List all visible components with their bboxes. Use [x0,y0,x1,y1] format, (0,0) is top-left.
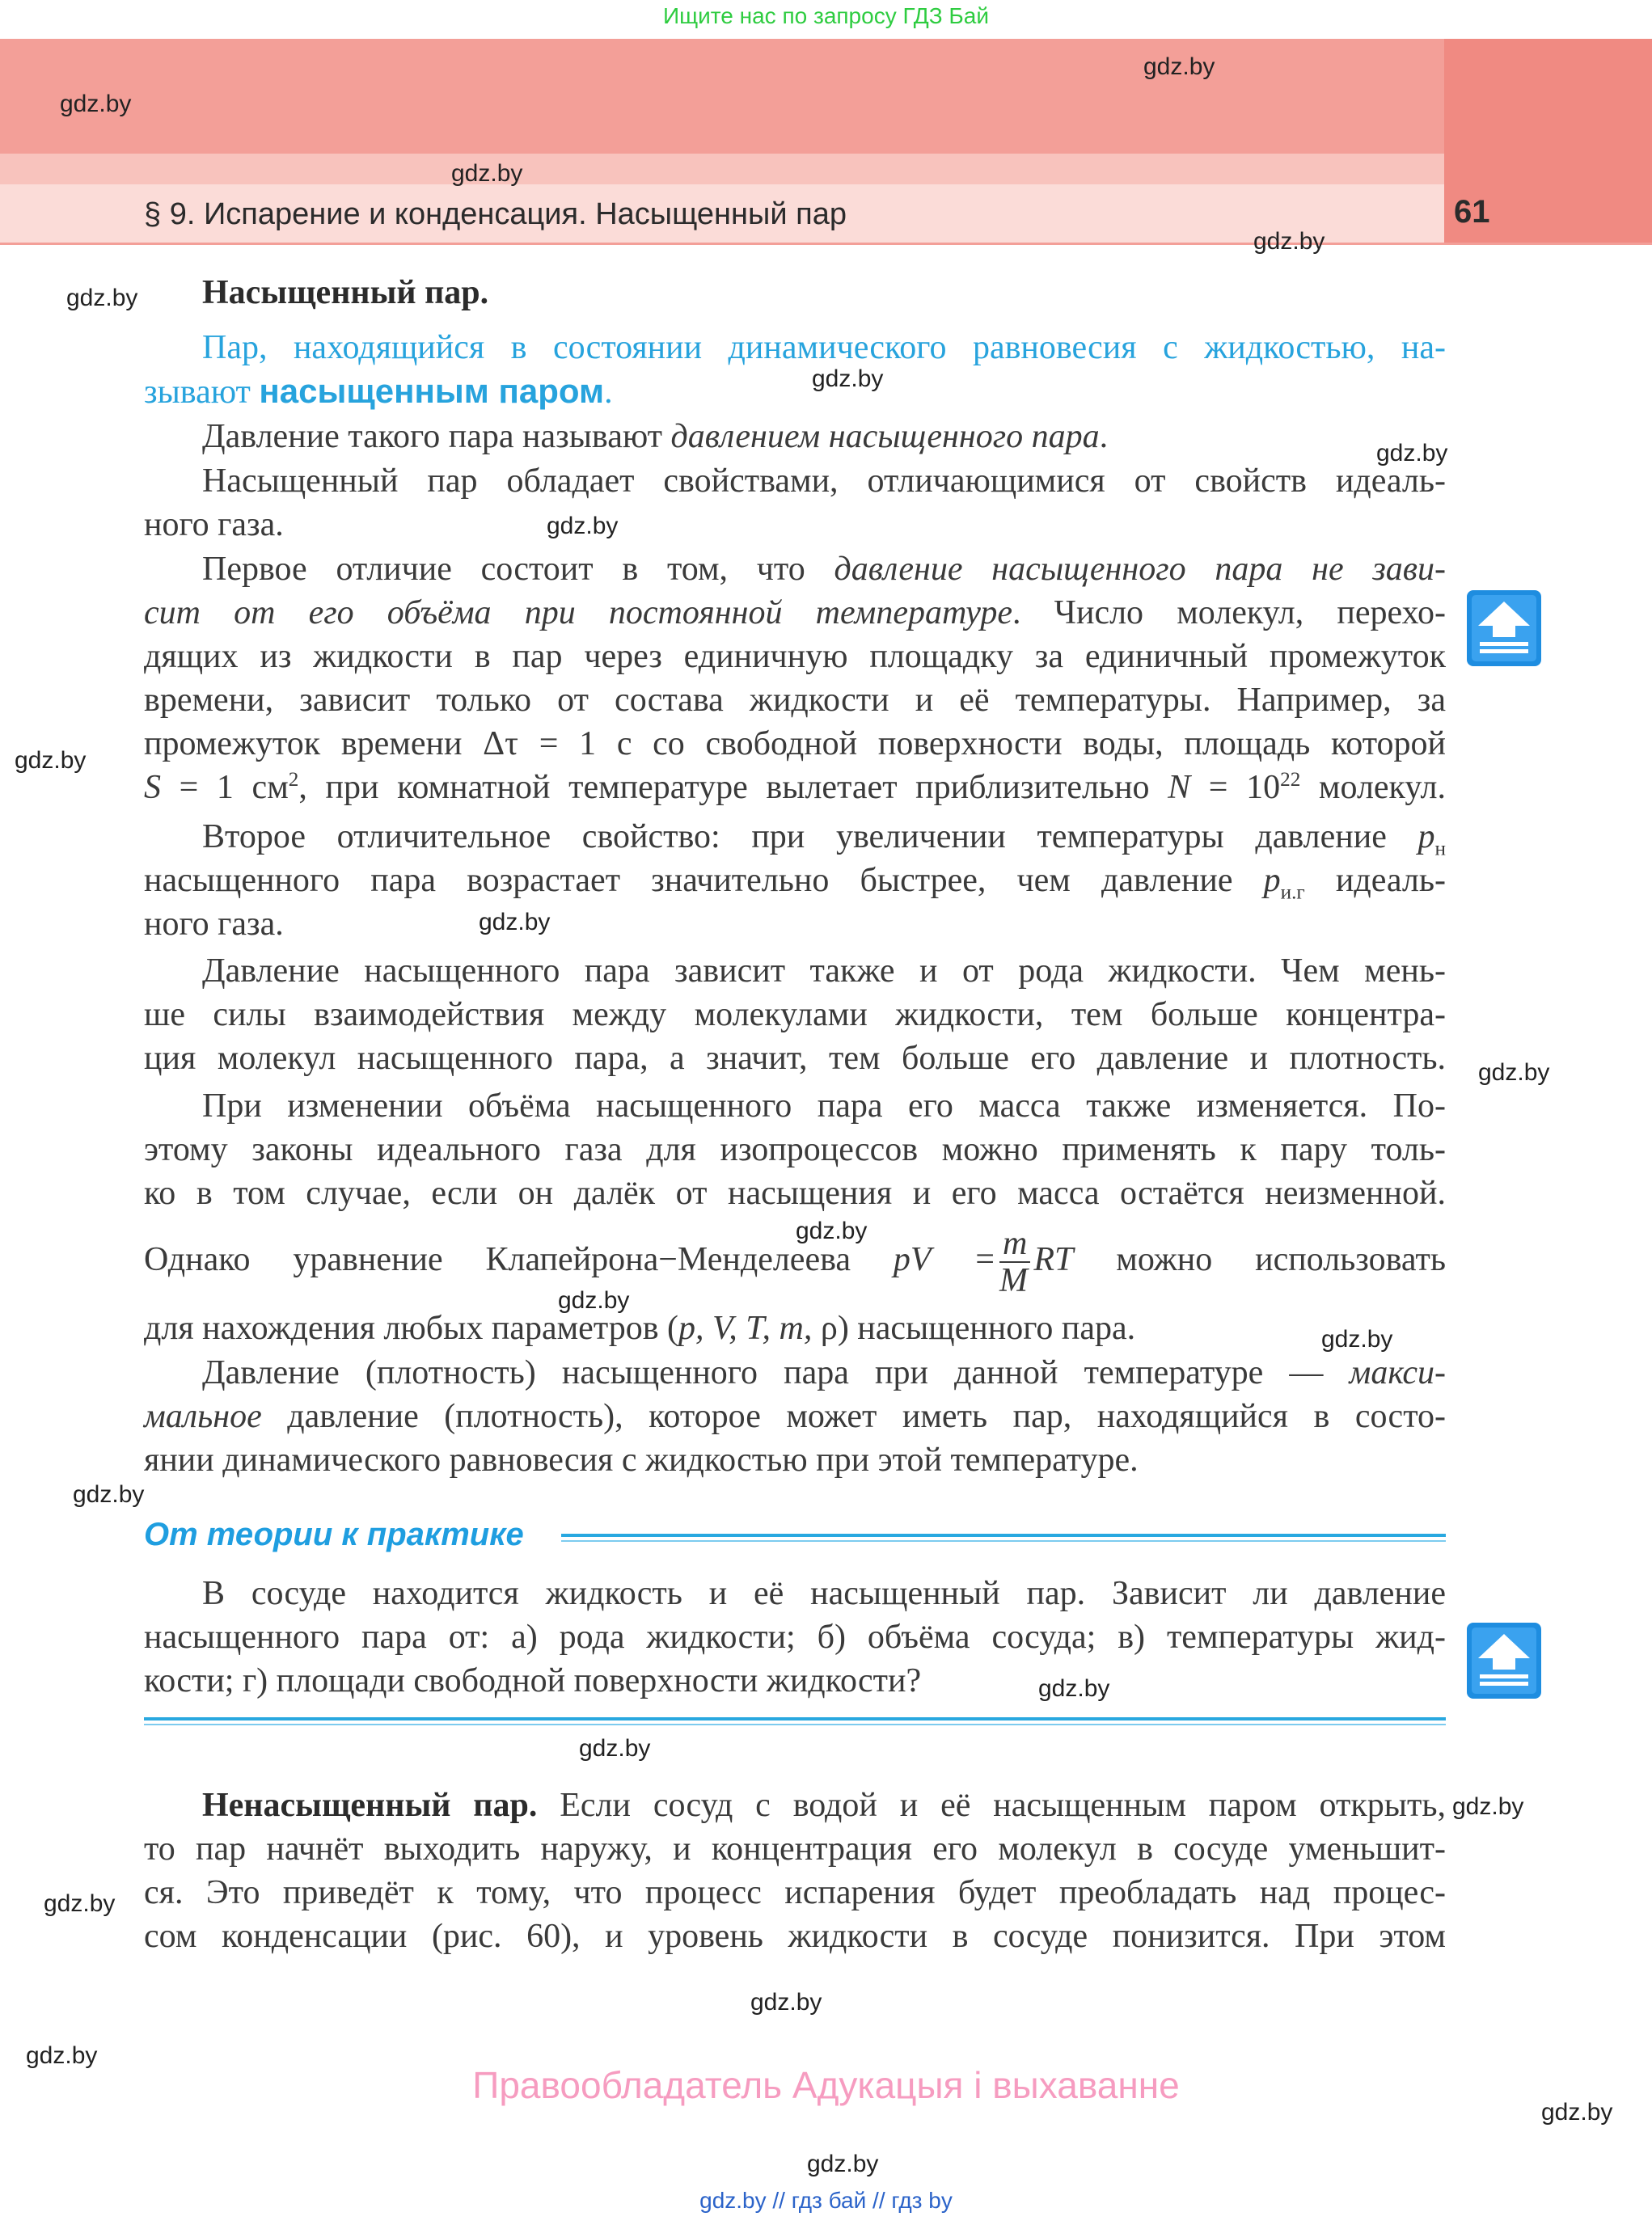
watermark: gdz.by [26,2042,98,2069]
paragraph-line: насыщенного пара возрастает значительно быстрее, чем давление $p_{и.г}$ идеаль- [144,862,1446,904]
paragraph-line: При изменении объёма насыщенного пара его масса также изменяется. По- [202,1087,1446,1125]
paragraph-line: Насыщенный пар обладает свойствами, отличающимися от свойств идеаль- [202,462,1446,500]
paragraph-line: сом конденсации (рис. 60), и уровень жидкости в сосуде понизится. При этом [144,1918,1446,1955]
header-divider [0,243,1652,245]
section-title: § 9. Испарение и конденсация. Насыщенный пар [144,197,847,231]
watermark: gdz.by [1541,2099,1613,2126]
paragraph-line: дящих из жидкости в пар через единичную площадку за единичный промежуток [144,638,1446,675]
watermark: gdz.by [796,1218,868,1244]
arrow-up-icon[interactable] [1465,1621,1543,1700]
paragraph-line: ся. Это приведёт к тому, что процесс испарения будет преобладать над процес- [144,1874,1446,1911]
practice-rule [144,1717,1446,1720]
page-number: 61 [1454,194,1490,230]
paragraph-line: Давление насыщенного пара зависит также и от рода жидкости. Чем мень- [202,952,1446,990]
paragraph-line: ция молекул насыщенного пара, а значит, тем больше его давление и плотность. [144,1040,1446,1077]
paragraph-line-formula: Однако уравнение Клапейрона−Менделеева pV = $\frac{m}{M}$ RT можно использовать [144,1225,1446,1300]
header-band [0,39,1444,154]
copyright-notice: Правообладатель Адукацыя і выхаванне [472,2064,1180,2106]
practice-rule [561,1540,1446,1542]
watermark: gdz.by [812,365,884,392]
formula-fraction: $\frac{m}{M}$ [999,1226,1030,1298]
watermark: gdz.by [807,2151,879,2177]
paragraph-line: мальное давление (плотность), которое может иметь пар, находящийся в состо- [144,1398,1446,1435]
paragraph-line: ше силы взаимодействия между молекулами жидкости, тем больше концентра- [144,996,1446,1033]
watermark: gdz.by [15,747,87,774]
paragraph-line: промежуток времени Δτ = 1 с со свободной поверхности воды, площадь которой [144,725,1446,762]
watermark: gdz.by [750,1989,822,2016]
formula: pV = [893,1241,997,1278]
paragraph-line: ного газа. [144,506,284,543]
watermark: gdz.by [73,1481,145,1508]
arrow-up-icon[interactable] [1465,589,1543,668]
header-band-middle [0,154,1444,184]
heading-saturated-vapour: Насыщенный пар. [202,274,489,311]
paragraph-line: Первое отличие состоит в том, что давление насыщенного пара не зави- [202,551,1446,588]
paragraph-line: Ненасыщенный пар. Если сосуд с водой и её насыщенным паром открыть, [202,1787,1446,1824]
watermark: gdz.by [1253,228,1325,255]
definition-line: Пар, находящийся в состоянии динамического равновесия с жидкостью, на- [202,329,1446,366]
watermark: gdz.by [1143,53,1215,80]
paragraph-line: Давление (плотность) насыщенного пара при данной температуре — макси- [202,1354,1446,1391]
watermark: gdz.by [1321,1326,1393,1353]
watermark: gdz.by [547,513,619,539]
watermark: gdz.by [579,1735,651,1762]
paragraph-line: S = 1 $см^2$, при комнатной температуре вылетает приблизительно $N = 10^{22}$ молекул. [144,769,1446,806]
watermark: gdz.by [558,1287,630,1314]
watermark: gdz.by [44,1890,116,1917]
practice-rule [144,1724,1446,1725]
question-line: В сосуде находится жидкость и её насыщенный пар. Зависит ли давление [202,1575,1446,1612]
paragraph-line: ко в том случае, если он далёк от насыщения и его масса остаётся неизменной. [144,1175,1446,1212]
watermark: gdz.by [66,285,138,311]
paragraph-line: Второе отличительное свойство: при увеличении температуры давление $p_н$ [202,818,1446,860]
watermark: gdz.by [1478,1059,1550,1086]
watermark: gdz.by [451,160,523,187]
practice-rule [561,1534,1446,1537]
watermark: gdz.by [1038,1675,1110,1702]
question-line: кости; г) площади свободной поверхности жидкости? [144,1662,922,1699]
definition-line: зывают насыщенным паром. [144,372,613,411]
question-line: насыщенного пара от: а) рода жидкости; б) объёма сосуда; в) температуры жид- [144,1619,1446,1656]
paragraph-line: этому законы идеального газа для изопроцессов можно применять к пару толь- [144,1131,1446,1168]
watermark: gdz.by [1452,1793,1524,1820]
paragraph-line: для нахождения любых параметров (p, V, T, m, ρ) насыщенного пара. [144,1310,1136,1347]
watermark: gdz.by [1376,440,1448,467]
paragraph-line: янии динамического равновесия с жидкостью при этой температуре. [144,1442,1139,1479]
paragraph-line: то пар начнёт выходить наружу, и концентрация его молекул в сосуде уменьшит- [144,1830,1446,1868]
term-saturated-vapour: насыщенным паром [259,372,605,410]
paragraph-line: Давление такого пара называют давлением насыщенного пара. [202,418,1109,455]
top-search-banner[interactable]: Ищите нас по запросу ГДЗ Бай [662,3,990,28]
heading-unsaturated-vapour: Ненасыщенный пар. [202,1787,538,1824]
watermark: gdz.by [479,909,551,935]
paragraph-line: времени, зависит только от состава жидкости и её температуры. Например, за [144,682,1446,719]
paragraph-line: сит от его объёма при постоянной температуре. Число молекул, перехо- [144,594,1447,631]
watermark: gdz.by [60,91,132,117]
paragraph-line: ного газа. [144,906,284,943]
practice-heading: От теории к практике [144,1517,524,1552]
footer-links[interactable]: gdz.by // гдз бай // гдз by [699,2188,953,2213]
